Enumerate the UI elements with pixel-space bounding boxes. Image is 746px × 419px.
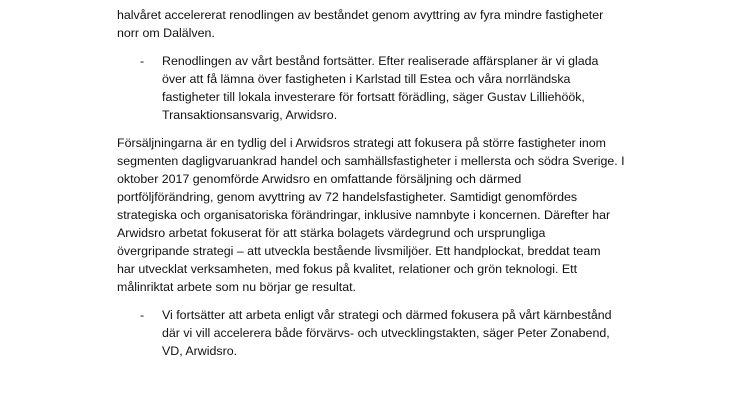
quote-dash: - [140,308,145,322]
quote-line: Vi fortsätter att arbeta enligt vår strategi och därmed fokusera på vårt kärnbestånd [162,308,612,322]
quote-line: över att få lämna över fastigheten i Karlstad till Estea och våra norrländska [162,72,571,86]
quote-dash: - [140,54,145,68]
quote-line: Transaktionsansvarig, Arwidsro. [162,108,338,122]
paragraph-line: halvåret accelererat renodlingen av beståndet genom avyttring av fyra mindre fastigheter [117,8,604,22]
paragraph-line: strategiska och organisatoriska förändringar, inklusive namnbyte i koncernen. Därefter har [117,208,611,222]
quote-line: VD, Arwidsro. [162,344,238,358]
paragraph-line: målinriktat arbete som nu börjar ge resultat. [117,280,356,294]
quote-line: Renodlingen av vårt bestånd fortsätter. Efter realiserade affärsplaner är vi glada [162,54,599,68]
paragraph-line: oktober 2017 genomförde Arwidsro en omfattande försäljning och därmed [117,172,522,186]
paragraph-line: har utvecklat verksamheten, med fokus på kvalitet, relationer och grön teknologi. Ett [117,262,578,276]
paragraph-line: Arwidsro arbetat fokuserat för att stärka bolagets värdegrund och ursprungliga [117,226,546,240]
paragraph-line: norr om Dalälven. [117,26,215,40]
paragraph-line: Försäljningarna är en tydlig del i Arwidsros strategi att fokusera på större fastigheter inom [117,136,606,150]
quote-line: fastigheter till lokala investerare för fortsatt förädling, säger Gustav Lilliehöök, [162,90,585,104]
paragraph-line: segmenten dagligvaruankrad handel och samhällsfastigheter i mellersta och södra Sverige. I [117,154,625,168]
quote-line: där vi vill accelerera både förvärvs- och utvecklingstakten, säger Peter Zonabend, [162,326,610,340]
paragraph-line: övergripande strategi – att utveckla bestående livsmiljöer. Ett handplockat, breddat team [117,244,601,258]
paragraph-line: portföljförändring, genom avyttring av 72 handelsfastigheter. Samtidigt genomfördes [117,190,578,204]
